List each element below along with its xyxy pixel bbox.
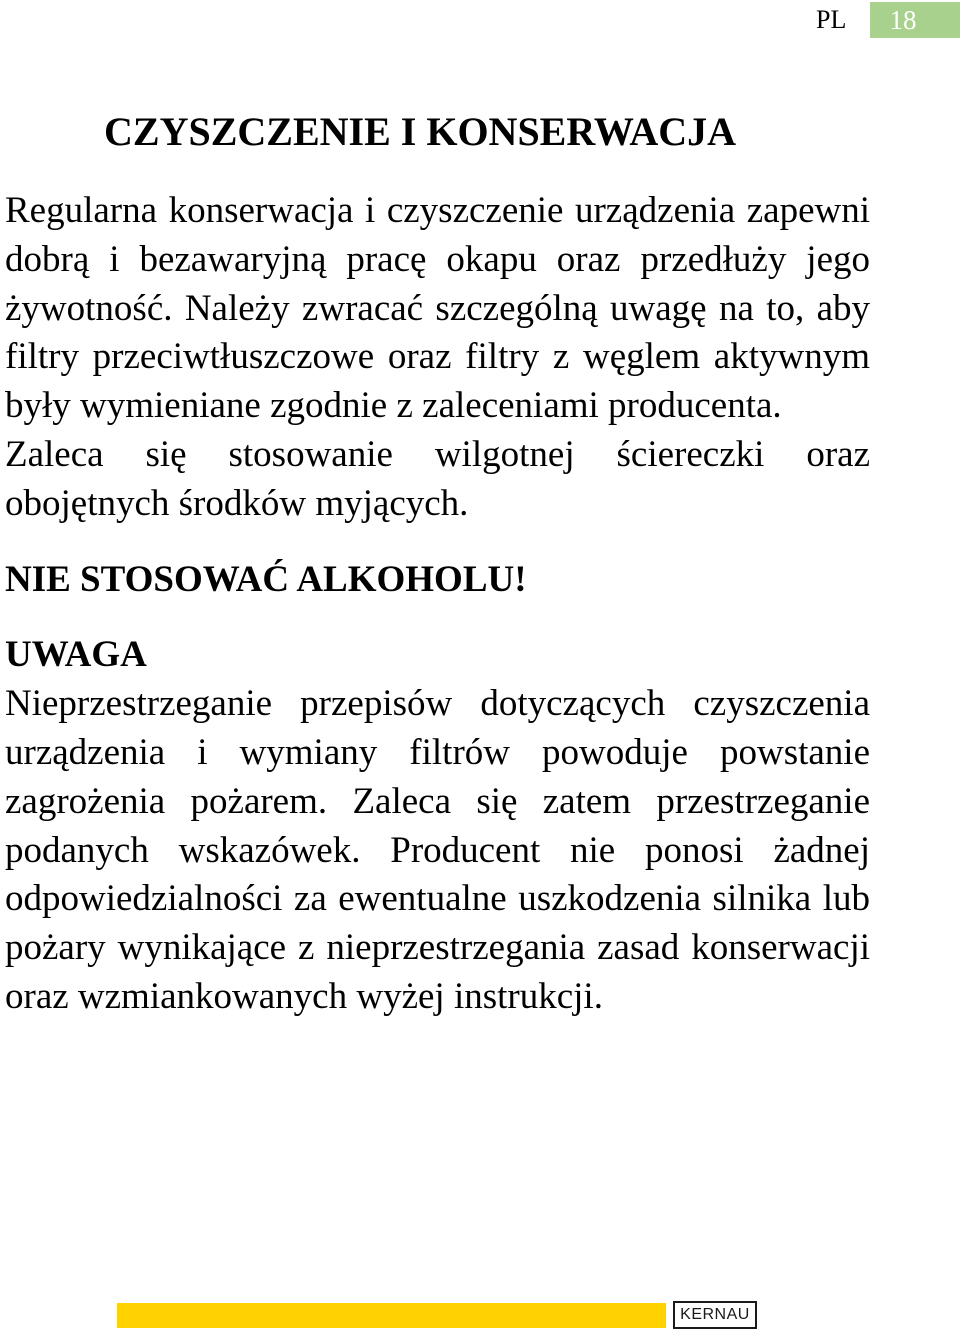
- caution-paragraph: Nieprzestrzeganie przepisów dotyczących czyszczenia urządzenia i wymiany filtrów powoduje powstanie zagrożenia pożarem. Zaleca się zatem przestrzeganie podanych wskazówek. Producent nie ponosi żadnej odpowiedzialności za ewentualne uszkodzenia silnika lub pożary wynikające z nieprzestrzegania zasad konserwacji oraz wzmiankowanych wyżej instrukcji.: [5, 683, 870, 1017]
- alcohol-warning: NIE STOSOWAĆ ALKOHOLU!: [5, 558, 527, 600]
- footer-accent-bar: [117, 1303, 666, 1328]
- cleaning-advice-paragraph: Zaleca się stosowanie wilgotnej ściereczki oraz obojętnych środków myjących.: [5, 433, 870, 524]
- intro-paragraph: Regularna konserwacja i czyszczenie urządzenia zapewni dobrą i bezawaryjną pracę okapu oraz przedłuży jego żywotność. Należy zwracać szczególną uwagę na to, aby filtry przeciwtłuszczowe oraz filtry z węglem aktywnym były wymieniane zgodnie z zaleceniami producenta.: [5, 190, 870, 427]
- brand-logo: KERNAU: [673, 1301, 757, 1329]
- page-number-badge: 18: [870, 2, 960, 38]
- caution-heading: UWAGA: [5, 634, 147, 676]
- document-body: [5, 187, 870, 1022]
- language-label: PL: [816, 5, 847, 34]
- page-title: CZYSZCZENIE I KONSERWACJA: [104, 109, 737, 154]
